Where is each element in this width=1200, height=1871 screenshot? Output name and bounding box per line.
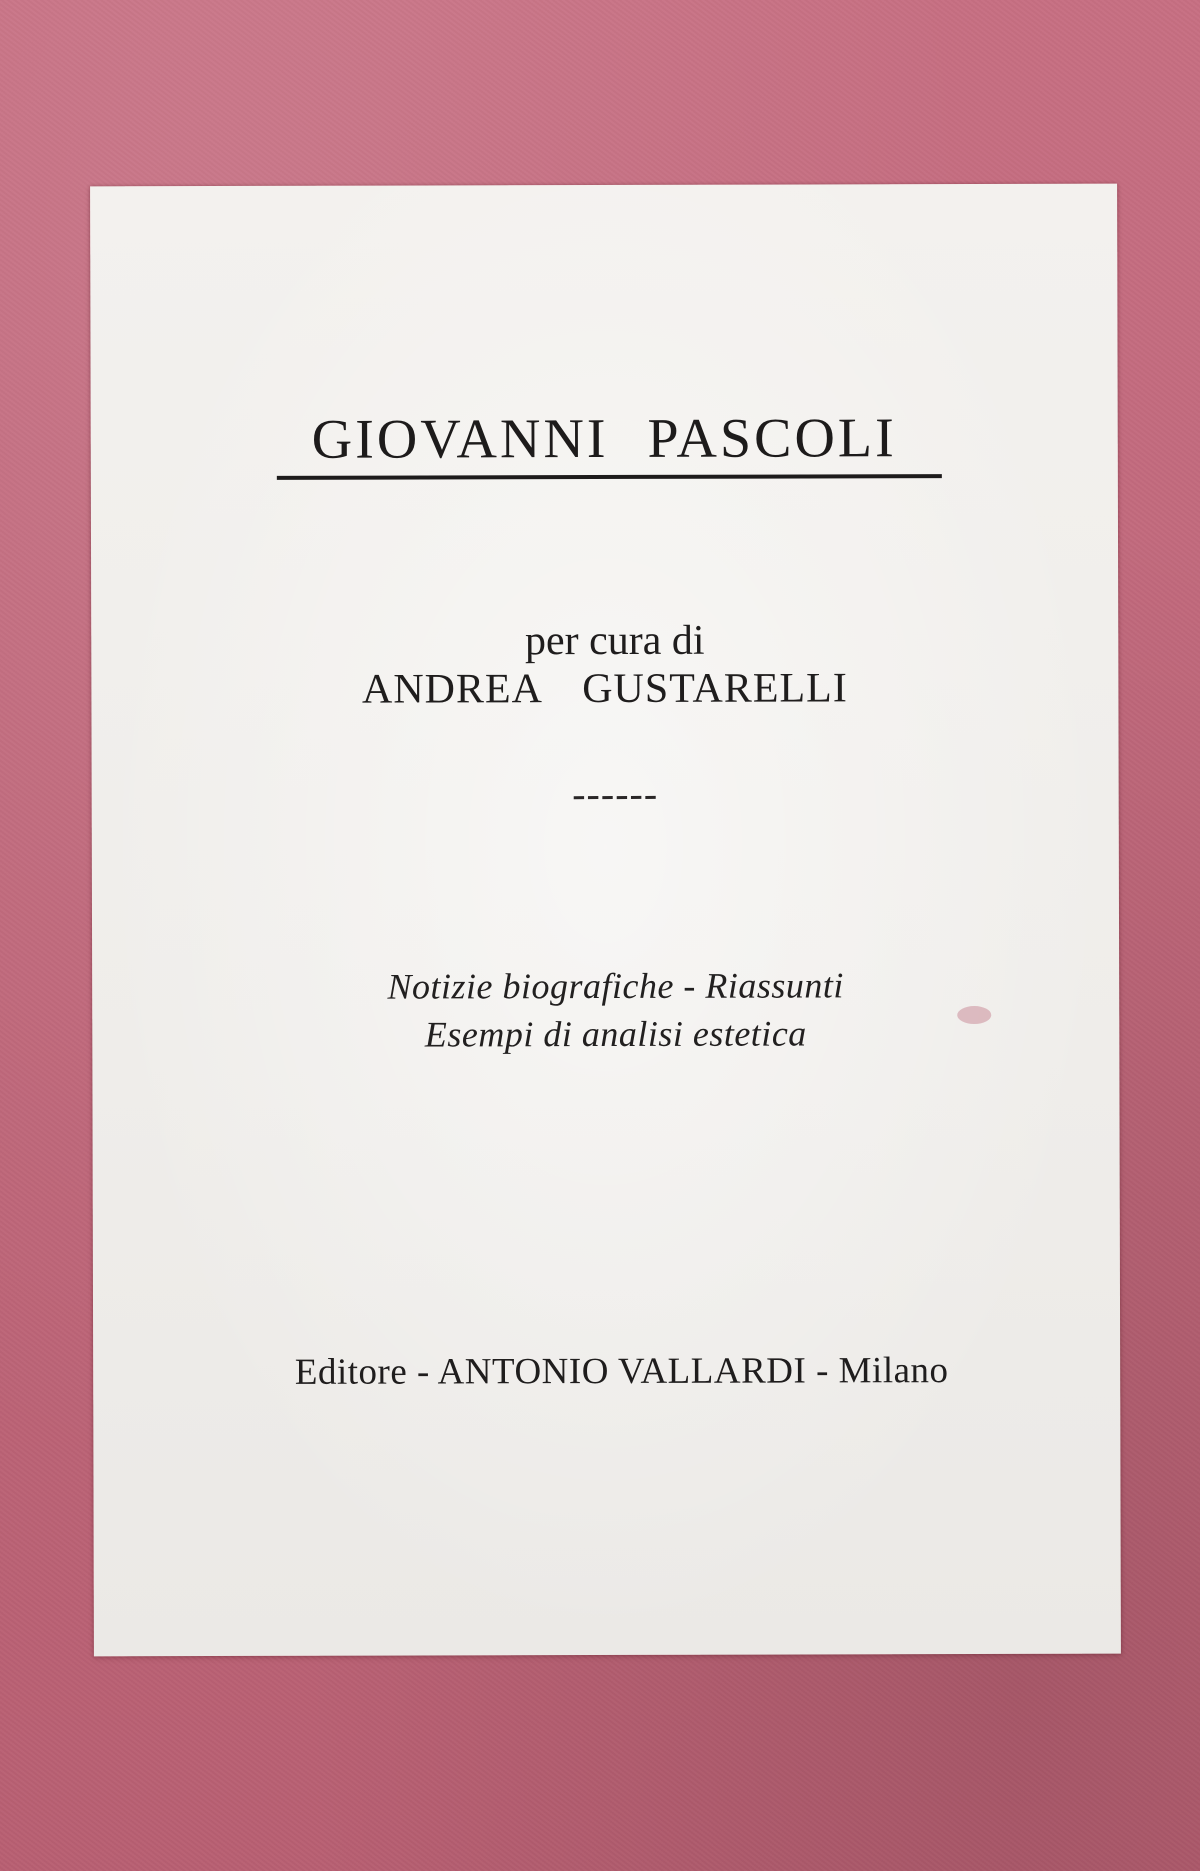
book-title: GIOVANNI PASCOLI [311,407,897,471]
paper-stain [957,1006,991,1024]
publisher-line: Editore - ANTONIO VALLARDI - Milano [294,1350,949,1393]
description-line-1: Notizie biografiche - Riassunti [387,965,844,1007]
separator: ------ [572,770,659,817]
editor-name: ANDREA GUSTARELLI [361,665,848,713]
description-line-2: Esempi di analisi estetica [424,1013,807,1055]
editor-line: per cura di [524,617,705,665]
title-label [90,184,1121,1657]
title-underline [277,474,942,480]
